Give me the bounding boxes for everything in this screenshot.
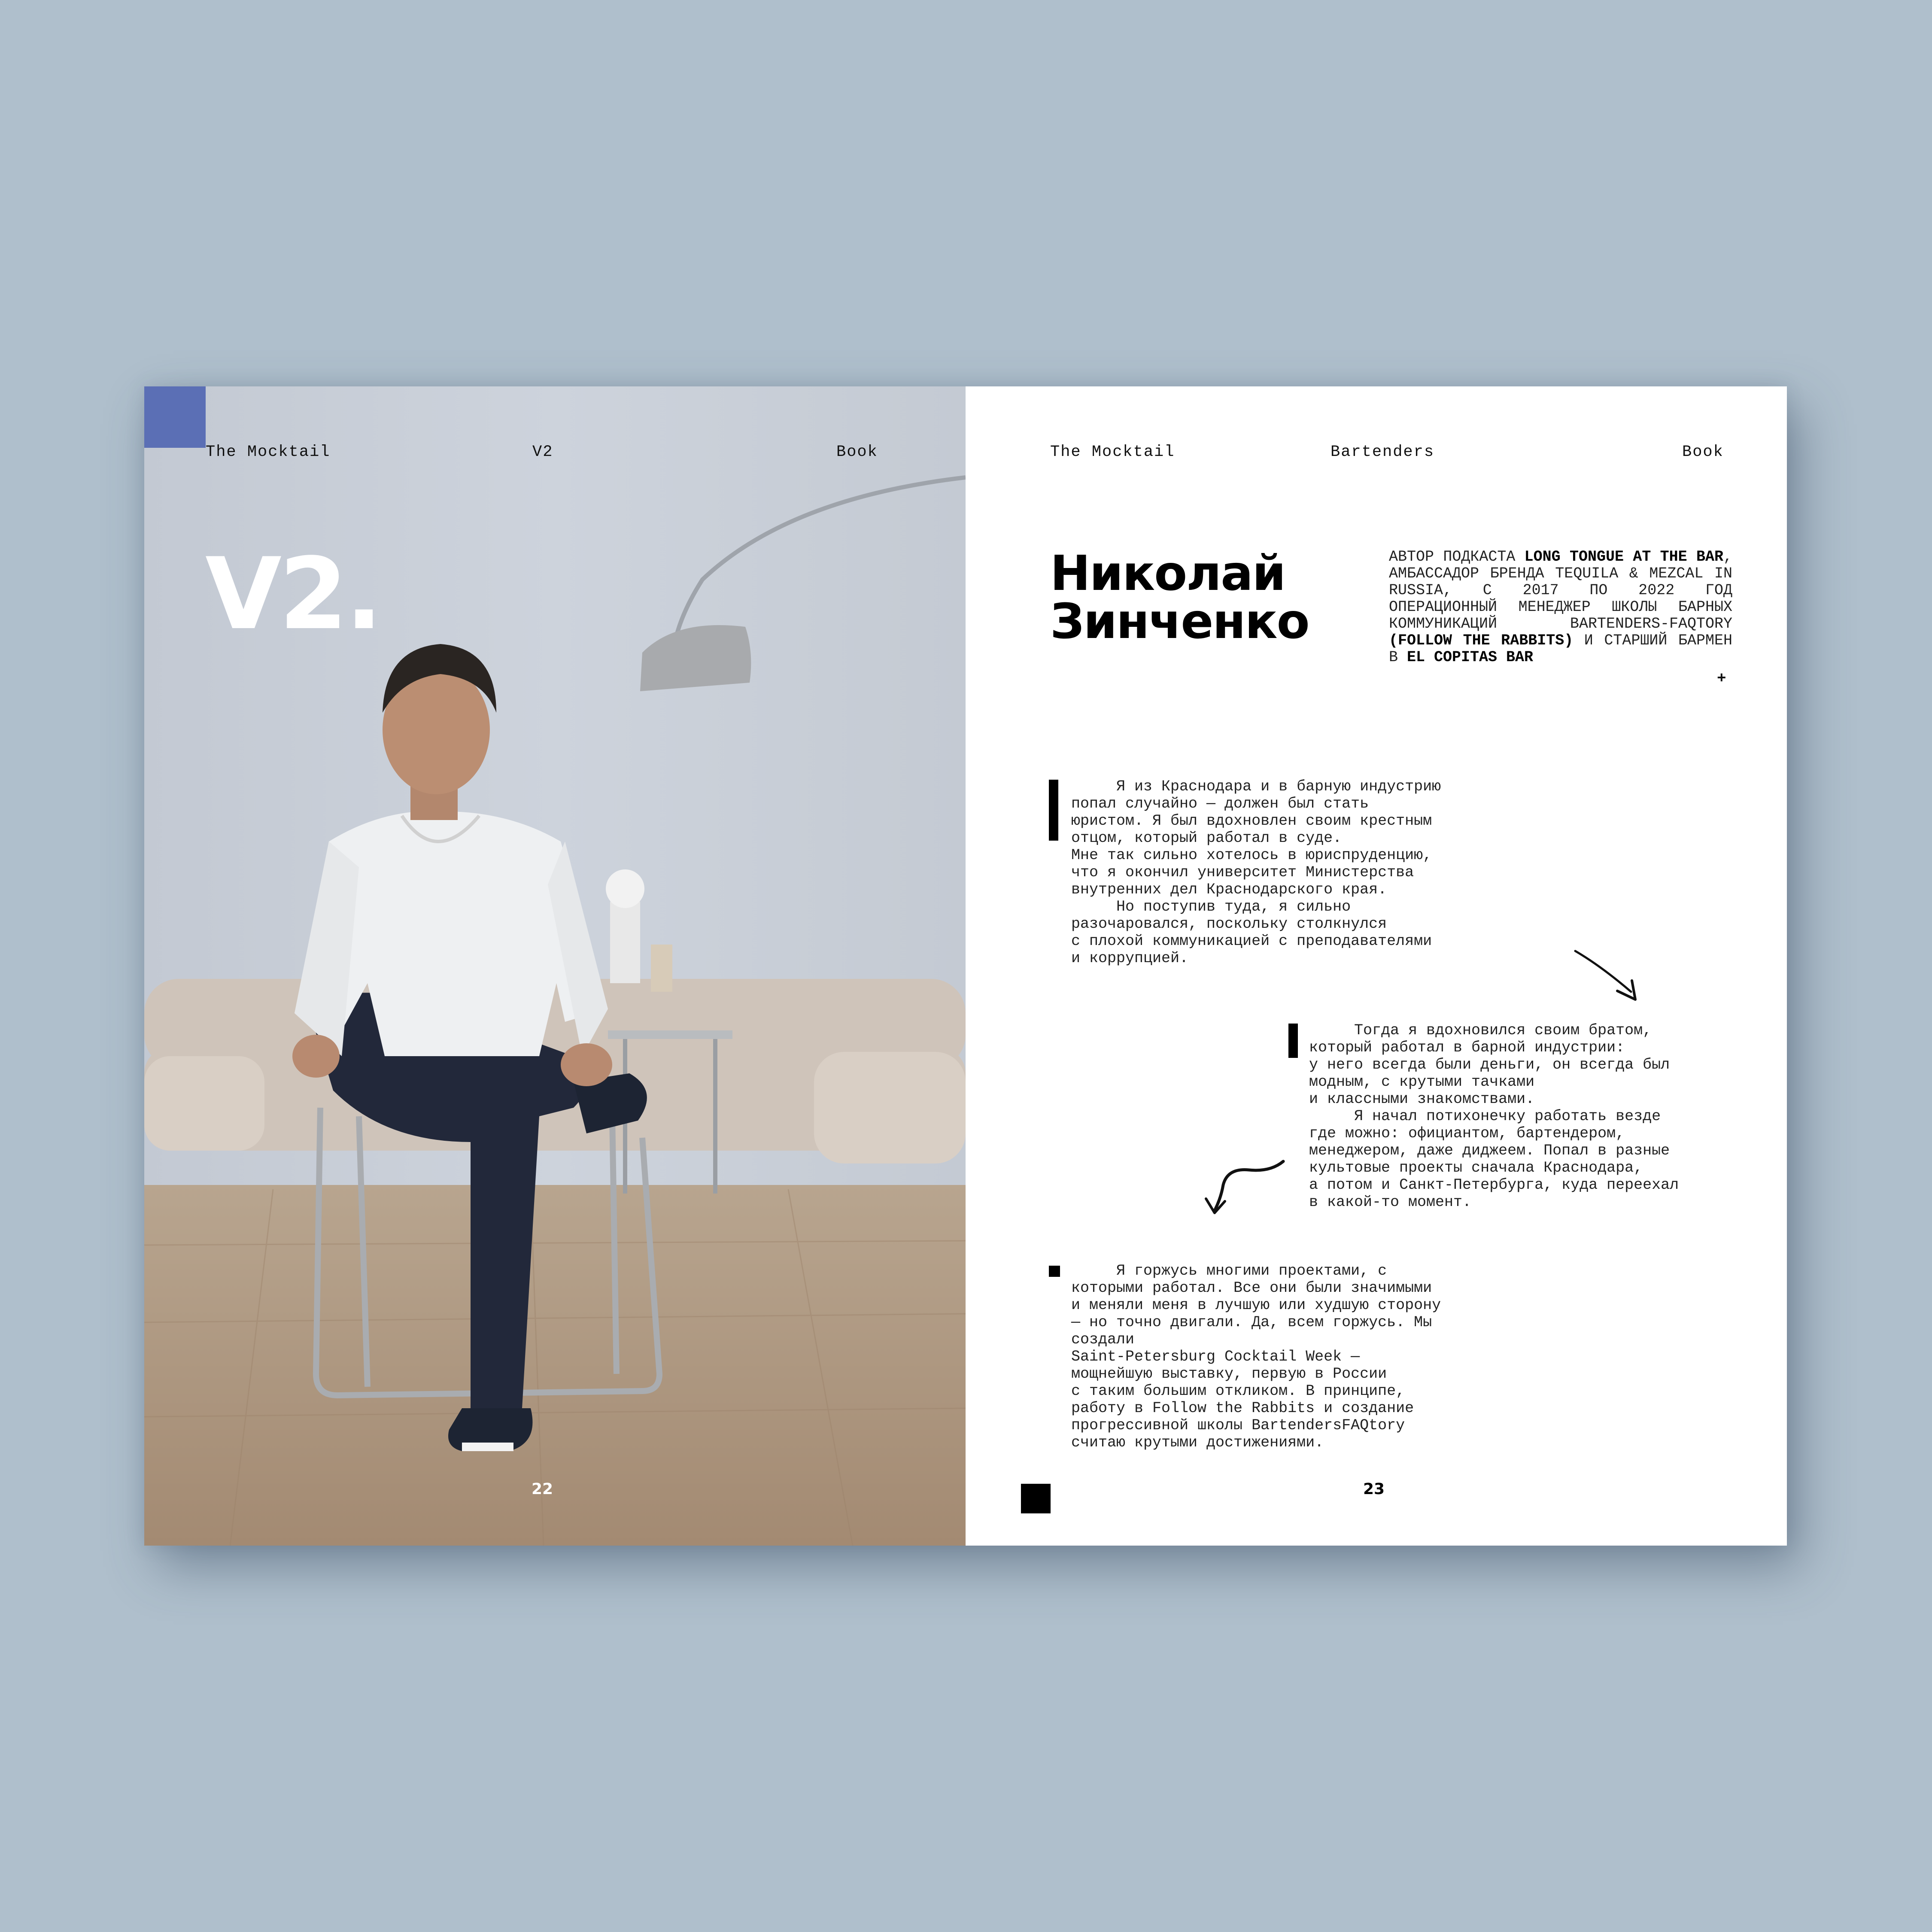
- intro-text-2: , АМБАССАДОР БРЕНДА TEQUILA & MEZCAL IN RUSSIA, С 2017 ПО 2022 ГОД ОПЕРАЦИОННЫЙ МЕНЕДЖЕР ШКОЛЫ БАРНЫХ КОММУНИКАЦИЙ BARTENDERS-FAQTORY: [1389, 548, 1732, 632]
- intro-text-3: И СТАРШИЙ БАРМЕН В: [1389, 632, 1732, 666]
- intro-bold-bar: EL COPITAS BAR: [1407, 649, 1534, 666]
- intro-bold-rabbits: (FOLLOW THE RABBITS): [1389, 632, 1574, 649]
- paragraph-1: Я из Краснодара и в барную индустрию попал случайно — должен был стать юристом. Я был вдохновлен своим крестным отцом, который работал в суде. Мне так сильно хотелось в юриспруденцию, что я окончил университет Министерства внутренних дел Краснодарского края. Но поступив туда, я сильно разочаровался, поскольку столкнулся с плохой коммуникацией с преподавателями и коррупцией.: [1071, 778, 1441, 967]
- accent-square: [144, 386, 206, 448]
- page-number-left: 22: [532, 1480, 553, 1498]
- chapter-title: V2.: [205, 537, 380, 652]
- page-number-right: 23: [1363, 1480, 1385, 1498]
- paragraph-marker: [1288, 1024, 1298, 1058]
- name-first: Николай: [1050, 546, 1285, 601]
- header-left: The Mocktail: [1050, 443, 1175, 461]
- right-page: [966, 386, 1787, 1546]
- paragraph-marker: [1049, 780, 1058, 841]
- intro-bold-podcast: LONG TONGUE AT THE BAR: [1524, 548, 1723, 565]
- header-right: Book: [1682, 443, 1724, 461]
- plus-mark: +: [1717, 670, 1726, 687]
- hand-drawn-arrow-icon: [1567, 945, 1653, 1009]
- header-center: V2: [532, 443, 553, 461]
- hand-drawn-arrow-icon: [1197, 1151, 1292, 1224]
- bio-intro: [1389, 549, 1732, 666]
- paragraph-2: Тогда я вдохновился своим братом, который работал в барной индустрии: у него всегда были деньги, он всегда был модным, с крутыми тачками и классными знакомствами. Я начал потихонечку работать везде где можно: официантом, бартендером, менеджером, даже диджеем. Попал в разные культовые проекты сначала Краснодара, а потом и Санкт-Петербурга, куда переехал в какой-то момент.: [1309, 1022, 1679, 1211]
- header-right: Book: [836, 443, 878, 461]
- header-left: The Mocktail: [206, 443, 331, 461]
- header-center: Bartenders: [1331, 443, 1435, 461]
- magazine-spread: [144, 386, 1787, 1546]
- person-name: [1050, 546, 1309, 650]
- paragraph-3: Я горжусь многими проектами, с которыми работал. Все они были значимыми и меняли меня в лучшую или худшую сторону — но точно двигали. Да, всем горжусь. Мы создали Saint-Petersburg Cocktail Week — мощнейшую выставку, первую в России с таким большим откликом. В принципе, работу в Follow the Rabbits и создание прогрессивной школы BartendersFAQtory считаю крутыми достижениями.: [1071, 1262, 1441, 1451]
- name-last: Зинченко: [1050, 594, 1309, 650]
- left-page: [144, 386, 966, 1546]
- footer-square: [1021, 1484, 1051, 1513]
- paragraph-marker: [1049, 1266, 1060, 1277]
- intro-text-1: АВТОР ПОДКАСТА: [1389, 548, 1525, 565]
